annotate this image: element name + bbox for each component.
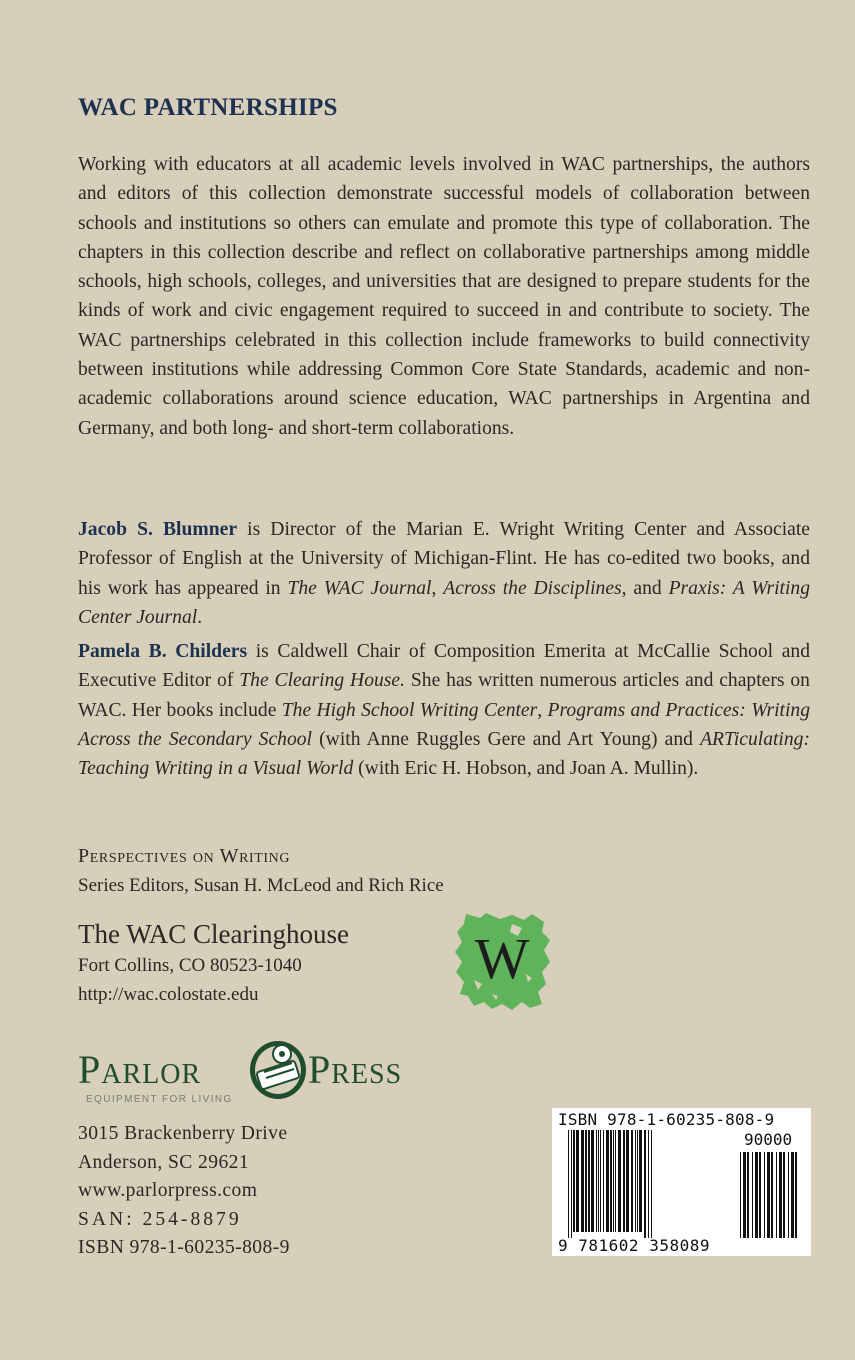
barcode-bar [651,1130,652,1238]
barcode-bar [568,1130,569,1238]
address-street: 3015 Brackenberry Drive [78,1123,288,1144]
bio-text: , [431,577,444,599]
barcode-bar [747,1152,749,1238]
barcode-bar [752,1152,753,1238]
barcode-bar [631,1130,633,1232]
barcode-bar [615,1130,616,1232]
barcode-bar [596,1130,597,1232]
barcode-bar [743,1152,746,1238]
barcode-bar [788,1152,789,1238]
bio-text: , [537,699,548,721]
publication-title: The High School Writing Center [281,699,538,721]
isbn-barcode [552,1108,811,1256]
barcode-bar [581,1130,584,1232]
wac-publisher-block [78,917,349,1009]
parlor-tagline: EQUIPMENT FOR LIVING [86,1094,233,1105]
barcode-bar [648,1130,649,1238]
barcode-bar [637,1130,638,1232]
publisher-website: www.parlorpress.com [78,1180,258,1202]
barcode-bar [613,1130,614,1232]
series-name: Perspectives on Writing [78,845,291,867]
author-name: Jacob S. Blumner [78,519,238,540]
barcode-bar [618,1130,621,1232]
author-bio-childers [78,637,810,783]
bio-text: is Director of the Marian E. Wright Writing Center and Associate Professor of English at the University of Michigan-Flint. He has co-edited two books, and his work has appeared in [78,519,810,599]
barcode-bar [588,1130,590,1232]
series-info [78,842,444,900]
wac-logo-letter: W [474,926,530,991]
bio-text: (with Anne Ruggles Gere and Art Young) and [312,728,701,750]
barcode-bar [600,1130,601,1232]
publication-title: ARTiculating: Teaching Writing in a Visual World [78,728,810,780]
barcode-bar [795,1152,797,1238]
barcode-isbn-label: ISBN 978-1-60235-808-9 [558,1110,775,1129]
publication-title: Praxis: A Writing Center Journal [78,577,810,628]
barcode-bar [759,1152,761,1238]
wac-address: Fort Collins, CO 80523-1040 [78,955,302,976]
barcode-bar [764,1152,765,1238]
parlor-word: Parlor [78,1047,202,1092]
publication-title: The WAC Journal [287,577,432,599]
press-word: Press [308,1047,403,1092]
barcode-bar [639,1130,642,1232]
san-number: SAN: 254-8879 [78,1208,242,1230]
bio-text: . [197,606,203,628]
author-name: Pamela B. Childers [78,641,248,662]
barcode-bar [779,1152,782,1238]
wac-map-logo-icon [452,910,556,1014]
barcode-price-code: 90000 [744,1130,793,1149]
barcode-bar [585,1130,587,1232]
barcode-bar [644,1130,646,1238]
publication-title: Programs and Practices: Writing Across the Secondary School [78,699,810,750]
wac-publisher-name: The WAC Clearinghouse [78,919,349,949]
author-bio-blumner [78,515,810,632]
press-emblem-icon [246,1036,310,1102]
parlor-press-logo [78,1036,423,1108]
barcode-bar [635,1130,636,1232]
barcode-bar [598,1130,599,1232]
barcode-bar [576,1130,579,1232]
bio-text: (with Eric H. Hobson, and Joan A. Mullin). [353,758,699,780]
barcode-bar [591,1130,594,1232]
barcode-bar [610,1130,612,1232]
barcode-bar [776,1152,777,1238]
book-description: Working with educators at all academic levels involved in WAC partnerships, the authors and editors of this collection demonstrate successful models of collaboration between schools and institutions so others can emulate and promote this type of collaboration. The chapters in this collection describe and reflect on collaborative partnerships among middle schools, high schools, colleges, and universities that are designed to prepare students for the kinds of work and civic engagement required to succeed in and contribute to society. The WAC partnerships celebrated in this collection include frameworks to build connectivity between institutions while addressing Common Core State Standards, academic and non-academic collaborations around science education, WAC partnerships in Argentina and Germany, and both long- and short-term collaborations. [78,154,810,439]
barcode-bar [603,1130,604,1232]
bio-text: , and [621,577,669,599]
barcode-number: 9 781602 358089 [558,1236,710,1255]
bio-text: is Caldwell Chair of Composition Emerita at McCallie School and Executive Editor of [78,641,811,692]
barcode-bar [573,1130,575,1232]
barcode-bar [623,1130,625,1232]
barcode-bar [606,1130,609,1232]
series-editors: Series Editors, Susan H. McLeod and Rich Rice [78,875,444,896]
barcode-bar [755,1152,758,1238]
bio-text: She has written numerous articles and chapters on WAC. Her books include [78,670,810,721]
section-heading: WAC PARTNERSHIPS [78,94,338,121]
barcode-bar [791,1152,794,1238]
barcode-bar [771,1152,773,1238]
barcode-bar [767,1152,770,1238]
publication-title: Across the Disciplines [443,577,622,599]
isbn-line: ISBN 978-1-60235-808-9 [78,1237,290,1259]
barcode-bar [783,1152,785,1238]
wac-url: http://wac.colostate.edu [78,984,259,1005]
barcode-bar [571,1130,572,1238]
publication-title: The Clearing House. [239,670,406,692]
barcode-bar [626,1130,629,1232]
publisher-address [78,1120,290,1263]
address-city: Anderson, SC 29621 [78,1151,250,1173]
barcode-bar [740,1152,741,1238]
